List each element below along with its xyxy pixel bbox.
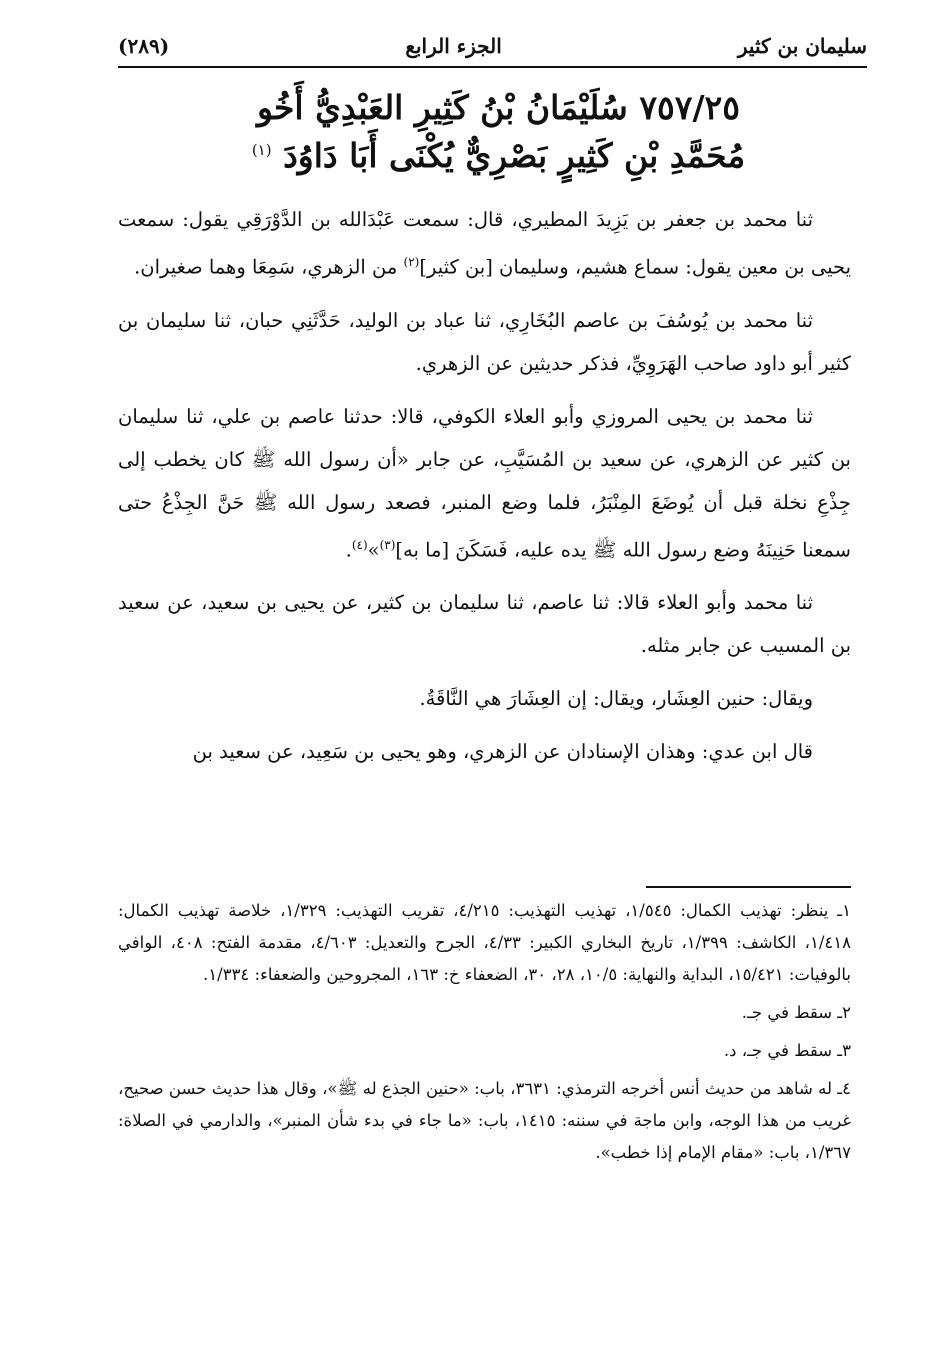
paragraph-3 [118,395,851,572]
paragraph-1-text-a: ثنا محمد بن جعفر بن يَزِيدَ المطيري، قال: سمعت عَبْدَالله بن الدَّوْرَقِي يقول: سمعت يحيى بن معين يقول: سماع هشيم، وسليمان [بن كثير] [118,208,851,279]
paragraph-4: ثنا محمد وأبو العلاء قالا: ثنا عاصم، ثنا سليمان بن كثير، عن يحيى بن سعيد، عن سعيد بن المسيب عن جابر مثله. [118,591,851,657]
footnote-divider [646,886,851,888]
entry-title-line-2 [130,132,867,180]
paragraph-2: ثنا محمد بن يُوسُفَ بن عاصم البُخَارِي، ثنا عباد بن الوليد، حَدَّثَنِي حبان، ثنا سليمان بن كثير أبو داود صاحب الهَرَوِيِّ، فذكر حديثين عن الزهري. [118,308,851,375]
paragraph-1 [118,198,851,289]
footnote-4: ٤ـ له شاهد من حديث أنس أخرجه الترمذي: ٣٦٣١، باب: «حنين الجذع له ﷺ»، وقال هذا حديث حسن صحيح، غريب من هذا الوجه، وابن ماجة في سننه: ١٤١٥، باب: «ما جاء في بدء شأن المنبر»، والدارمي في الصلاة: ١/٣٦٧، باب: «مقام الإمام إذا خطب». [118,1079,851,1162]
footnote-1: ١ـ ينظر: تهذيب الكمال: ١/٥٤٥، تهذيب التهذيب: ٤/٢١٥، تقريب التهذيب: ١/٣٢٩، خلاصة تهذيب الكمال: ١/٤١٨، الكاشف: ١/٣٩٩، تاريخ البخاري الكبير: ٤/٣٣، الجرح والتعديل: ٤/٦٠٣، مقدمة الفتح: ٤٠٨، الوافي بالوفيات: ١٥/٤٢١، البداية والنهاية: ١٠/٥، ٢٨، ٣٠، الضعفاء خ: ١٦٣، المجروحين والضعفاء: ١/٣٣٤. [118,901,852,984]
footnote-2: ٢ـ سقط في جـ. [741,1003,851,1022]
paragraph-3-text-a: ثنا محمد بن يحيى المروزي وأبو العلاء الكوفي، قالا: حدثنا عاصم بن علي، ثنا سليمان بن كثير عن الزهري، عن سعيد بن المُسَيَّبِ، عن جابر «أن رسول الله ﷺ كان يخطب إلى جِذْعِ نخلة قبل أن يُوضَعَ المِنْبَرُ، فلما وضع المنبر، فصعد رسول الله ﷺ حَنَّ الجِذْعُ حتى سمعنا حَنِينَهُ وضع رسول الله ﷺ يده عليه، فَسَكَنَ [ما به] [118,404,851,561]
part-label: الجزء الرابع [405,34,502,58]
running-header [118,26,867,66]
entry-title-line-1: ٧٥٧/٢٥ سُلَيْمَانُ بْنُ كَثِيرِ العَبْدِيُّ أَخُو [256,88,741,127]
paragraph-3-text-b: » [367,538,380,561]
footnote-ref-2: (٢) [403,255,420,269]
page-number: (٢٨٩) [118,34,170,58]
footnotes [118,895,851,1175]
paragraph-3-text-c: . [345,538,352,561]
footnote-ref-3: (٣) [379,537,396,552]
footnote-ref-4: (٤) [351,537,368,552]
running-title: سليمان بن كثير [737,34,867,58]
footnote-3: ٣ـ سقط في جـ، د. [723,1041,851,1060]
entry-title-line-2-text: مُحَمَّدِ بْنِ كَثِيرٍ بَصْرِيٌّ يُكْنَى أَبَا دَاوُدَ [283,135,746,175]
entry-title-footnote-ref: (١) [251,140,272,159]
entry-title [130,84,867,180]
paragraph-5: ويقال: حنين العِشَار، ويقال: إن العِشَارَ هي النَّاقَةُ. [419,687,813,710]
header-divider [118,66,867,68]
paragraph-1-text-b: من الزهري، سَمِعَا وهما صغيران. [134,255,404,279]
main-text [118,198,851,783]
paragraph-6: قال ابن عدي: وهذان الإسنادان عن الزهري، وهو يحيى بن سَعِيد، عن سعيد بن [192,740,813,763]
